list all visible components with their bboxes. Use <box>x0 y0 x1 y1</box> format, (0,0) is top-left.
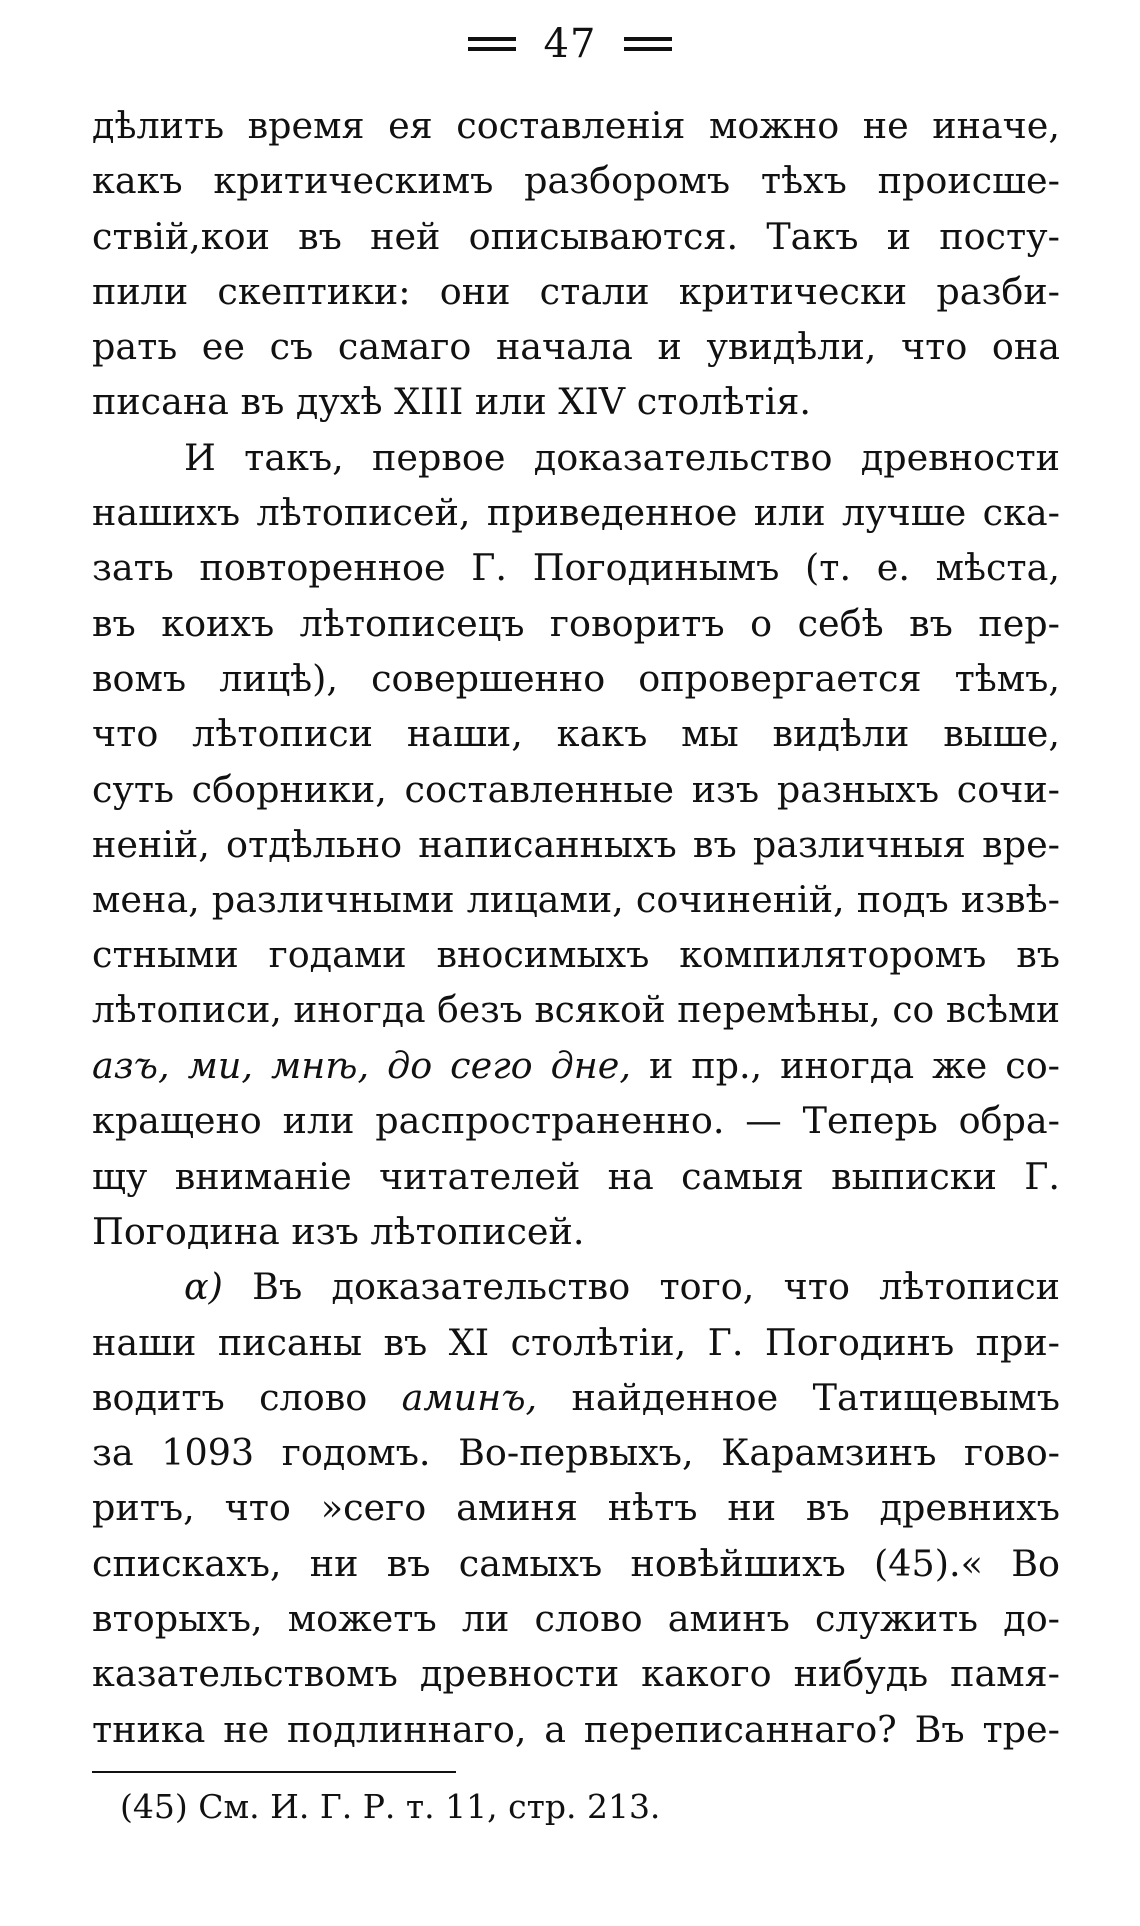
text-line-with-marker <box>92 1259 1060 1314</box>
text-line: ствій,кои въ ней описываются. Такъ и посту- <box>92 214 1060 258</box>
italic-word: азъ, <box>92 1044 170 1088</box>
text-fragment: водитъ слово <box>92 1375 368 1419</box>
text-line-amin <box>92 1370 1060 1425</box>
text-line: Погодина изъ лѣтописей. <box>92 1209 585 1253</box>
text-line: И такъ, первое доказательство древности <box>184 435 1060 479</box>
text-line: пили скептики: они стали критически разби- <box>92 269 1060 313</box>
paragraph-marker: α) <box>184 1265 223 1309</box>
italic-word: мнѣ, <box>270 1044 370 1088</box>
text-line: въ коихъ лѣтописецъ говоритъ о себѣ въ пер- <box>92 601 1060 645</box>
text-line: какъ критическимъ разборомъ тѣхъ происше- <box>92 159 1060 203</box>
body-text <box>92 98 1060 1757</box>
text-fragment: Въ доказательство того, что лѣтописи <box>252 1265 1060 1309</box>
text-fragment: найденное Татищевымъ <box>571 1375 1060 1419</box>
text-fragment: и пр., иногда же со- <box>648 1044 1060 1088</box>
text-line: стными годами вносимыхъ компиляторомъ въ <box>92 933 1060 977</box>
text-line: суть сборники, составленные изъ разныхъ сочи- <box>92 767 1060 811</box>
text-line: за 1093 годомъ. Во-первыхъ, Карамзинъ гово- <box>92 1431 1060 1475</box>
italic-word: до сего дне, <box>387 1044 631 1088</box>
text-line: мена, различными лицами, сочиненій, подъ извѣ- <box>92 878 1060 922</box>
text-line: щу вниманіе читателей на самыя выписки Г. <box>92 1154 1060 1198</box>
page-header <box>0 14 1140 74</box>
left-ornament <box>468 37 516 51</box>
text-line: писана въ духѣ XIII или XIV столѣтія. <box>92 380 812 424</box>
text-line: неній, отдѣльно написанныхъ въ различныя вре- <box>92 822 1060 866</box>
italic-word: ми, <box>187 1044 253 1088</box>
footnote: (45) См. И. Г. Р. т. 11, стр. 213. <box>120 1787 661 1826</box>
text-line: зать повторенное Г. Погодинымъ (т. е. мѣста, <box>92 546 1060 590</box>
text-line: вомъ лицѣ), совершенно опровергается тѣмъ, <box>92 656 1060 700</box>
text-line: спискахъ, ни въ самыхъ новѣйшихъ (45).« Во <box>92 1541 1060 1585</box>
text-line: кращено или распространенно. — Теперь обра- <box>92 1099 1060 1143</box>
right-ornament <box>624 37 672 51</box>
text-line: что лѣтописи наши, какъ мы видѣли выше, <box>92 712 1060 756</box>
text-line: рать ее съ самаго начала и увидѣли, что она <box>92 325 1060 369</box>
text-line: тника не подлиннаго, а переписаннаго? Въ тре- <box>92 1707 1060 1751</box>
page-number: 47 <box>543 21 597 67</box>
text-line: нашихъ лѣтописей, приведенное или лучше ска- <box>92 491 1060 535</box>
text-line: дѣлить время ея составленія можно не иначе, <box>92 104 1060 147</box>
text-line: вторыхъ, можетъ ли слово аминъ служить до- <box>92 1597 1060 1641</box>
text-line: лѣтописи, иногда безъ всякой перемѣны, со всѣми <box>92 989 1060 1031</box>
text-line: ритъ, что »сего аминя нѣтъ ни въ древнихъ <box>92 1486 1060 1530</box>
italic-word: аминъ, <box>401 1375 538 1419</box>
text-line: наши писаны въ XI столѣтіи, Г. Погодинъ при- <box>92 1320 1060 1364</box>
text-line-italic-examples <box>92 1038 1060 1093</box>
text-line: казательствомъ древности какого нибудь памя- <box>92 1652 1060 1696</box>
footnote-rule <box>92 1771 456 1773</box>
